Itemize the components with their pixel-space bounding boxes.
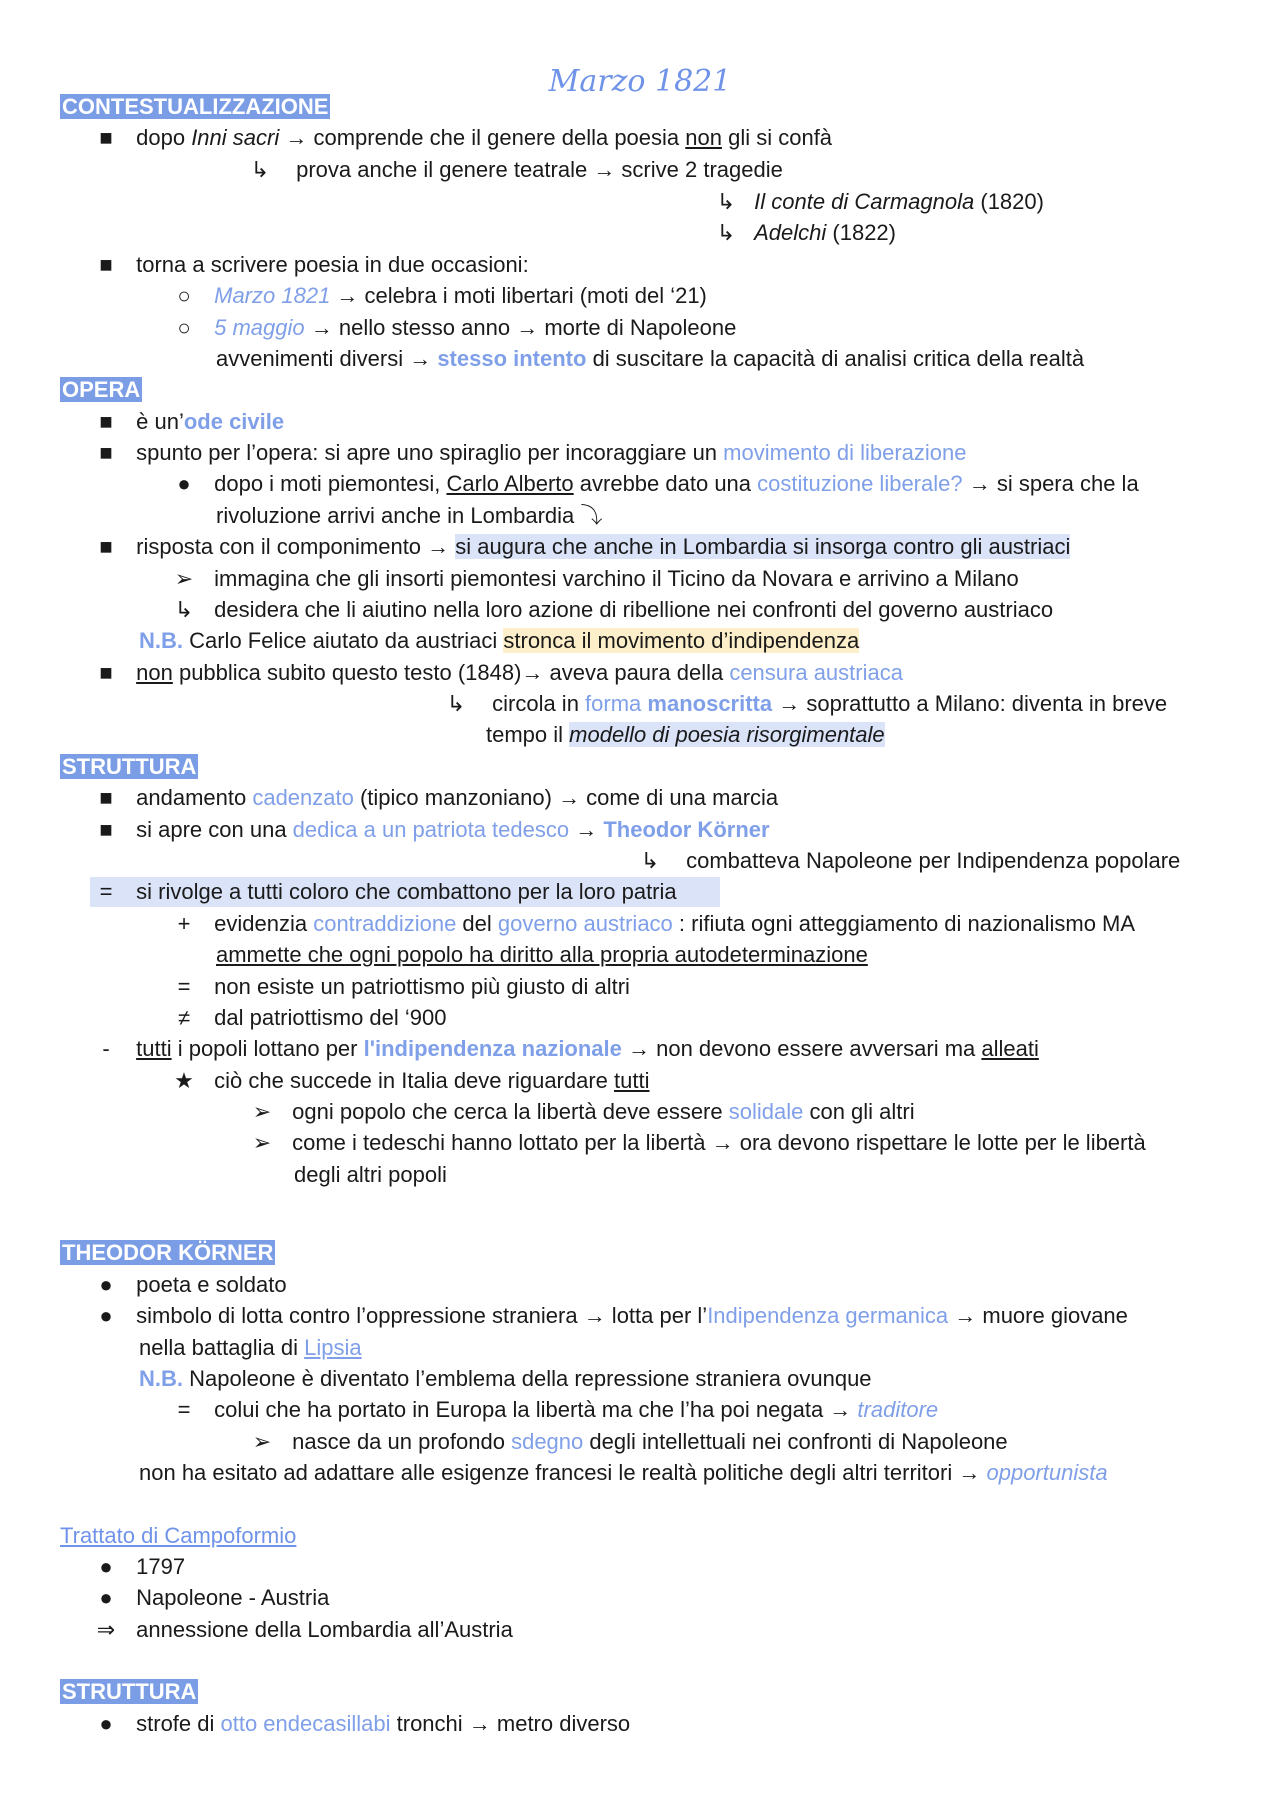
list-item: ➢ come i tedeschi hanno lottato per la libertà → ora devono rispettare le lotte per le libertà [246,1128,1146,1158]
section-header-contestualizzazione: CONTESTUALIZZAZIONE [62,94,329,119]
list-item: ↳ desidera che li aiutino nella loro azione di ribellione nei confronti del governo austriaco [168,595,1053,625]
bullet-circle-icon: ○ [177,283,191,308]
list-item: ● strofe di otto endecasillabi tronchi → metro diverso [90,1709,630,1739]
arrowhead-bullet-icon: ➢ [252,1130,272,1155]
section-header-struttura-2: STRUTTURA [62,1679,197,1704]
list-item: ● poeta e soldato [90,1270,287,1300]
bullet-square-icon: ■ [99,785,113,810]
lipsia-link[interactable]: Lipsia [304,1335,362,1360]
list-item: ★ ciò che succede in Italia deve riguardare tutti [168,1066,650,1096]
list-item: ↳ Adelchi (1822) [710,218,896,248]
list-item: non ha esitato ad adattare alle esigenze francesi le realtà politiche degli altri territori → opportunista [139,1460,1108,1485]
section-header-trattato-campoformio[interactable]: Trattato di Campoformio [60,1523,297,1548]
list-item: ↳ prova anche il genere teatrale → scrive 2 tragedie [244,155,783,185]
list-item: = non esiste un patriottismo più giusto di altri [168,972,630,1002]
list-item: + evidenzia contraddizione del governo austriaco : rifiuta ogni atteggiamento di nazionalismo MA [168,909,1135,939]
nota-bene: N.B. Napoleone è diventato l’emblema della repressione straniera ovunque [139,1366,872,1391]
list-item: ● simbolo di lotta contro l’oppressione straniera → lotta per l’Indipendenza germanica → muore giovane [90,1301,1128,1331]
list-item: ○ 5 maggio → nello stesso anno → morte di Napoleone [168,313,736,343]
bullet-square-icon: ■ [99,440,113,465]
bullet-square-icon: ■ [99,125,113,150]
bullet-square-icon: ■ [99,252,113,277]
not-equal-icon: ≠ [177,1005,191,1030]
sub-arrow-icon: ↳ [640,848,660,873]
list-item: ■ non pubblica subito questo testo (1848)→ aveva paura della censura austriaca [90,658,903,688]
list-item: nella battaglia di Lipsia [139,1335,362,1360]
list-item: ■ torna a scrivere poesia in due occasioni: [90,250,529,280]
list-item: ■ andamento cadenzato (tipico manzoniano) → come di una marcia [90,783,778,813]
dash-icon: - [102,1036,110,1061]
bullet-dot-icon: ● [99,1272,113,1297]
sub-arrow-icon: ↳ [174,597,194,622]
list-item: ■ è un’ode civile [90,407,284,437]
bullet-dot-icon: ● [99,1585,113,1610]
equals-icon: = [99,879,113,904]
list-item: ● Napoleone - Austria [90,1583,329,1613]
list-item: ■ spunto per l’opera: si apre uno spiraglio per incoraggiare un movimento di liberazione [90,438,967,468]
arrowhead-bullet-icon: ➢ [252,1099,272,1124]
bullet-square-icon: ■ [99,817,113,842]
sub-arrow-icon: ↳ [716,189,736,214]
list-item: degli altri popoli [294,1162,447,1187]
list-item: ≠ dal patriottismo del ‘900 [168,1003,446,1033]
list-item: ■ si apre con una dedica a un patriota tedesco → Theodor Körner [90,815,770,845]
bullet-square-icon: ■ [99,660,113,685]
page-title: Marzo 1821 [548,64,732,99]
list-item: ○ Marzo 1821 → celebra i moti libertari (moti del ‘21) [168,281,707,311]
arrowhead-bullet-icon: ➢ [252,1429,272,1454]
bullet-dot-icon: ● [99,1303,113,1328]
list-item: - tutti i popoli lottano per l'indipendenza nazionale → non devono essere avversari ma alleati [90,1034,1039,1064]
plus-icon: + [177,911,191,936]
arrowhead-bullet-icon: ➢ [174,566,194,591]
bullet-square-icon: ■ [99,409,113,434]
list-item: ↳ combatteva Napoleone per Indipendenza popolare [634,846,1180,876]
section-header-opera: OPERA [62,377,141,402]
equals-icon: = [177,974,191,999]
list-item: ➢ nasce da un profondo sdegno degli intellettuali nei confronti di Napoleone [246,1427,1008,1457]
list-item-highlighted: = si rivolge a tutti coloro che combattono per la loro patria [90,877,720,907]
implies-arrow-icon: ⇒ [96,1617,116,1642]
star-icon: ★ [174,1068,194,1093]
list-item: tempo il modello di poesia risorgimentale [486,722,885,747]
list-item: = colui che ha portato in Europa la libertà ma che l’ha poi negata → traditore [168,1395,938,1425]
list-item: ■ risposta con il componimento → si augura che anche in Lombardia si insorga contro gli austriaci [90,532,1070,562]
bullet-dot-icon: ● [99,1554,113,1579]
bullet-square-icon: ■ [99,534,113,559]
list-item: ↳ Il conte di Carmagnola (1820) [710,187,1044,217]
list-item: ■ dopo Inni sacri → comprende che il genere della poesia non gli si confà [90,123,832,153]
section-header-struttura: STRUTTURA [62,754,197,779]
list-item: ➢ immagina che gli insorti piemontesi varchino il Ticino da Novara e arrivino a Milano [168,564,1019,594]
sub-arrow-icon: ↳ [446,691,466,716]
sub-arrow-icon: ↳ [716,220,736,245]
list-item: ➢ ogni popolo che cerca la libertà deve essere solidale con gli altri [246,1097,915,1127]
sub-arrow-icon: ↳ [250,157,270,182]
list-item: ammette che ogni popolo ha diritto alla propria autodeterminazione [216,942,868,967]
list-item: ↳ circola in forma manoscritta → soprattutto a Milano: diventa in breve [440,689,1167,719]
list-item: ⇒ annessione della Lombardia all’Austria [90,1615,513,1645]
bullet-dot-icon: ● [99,1711,113,1736]
list-item: ● dopo i moti piemontesi, Carlo Alberto avrebbe dato una costituzione liberale? → si spera che la [168,469,1139,499]
list-item: rivoluzione arrivi anche in Lombardia ⤵ [216,503,603,528]
list-item: avvenimenti diversi → stesso intento di suscitare la capacità di analisi critica della realtà [216,346,1085,371]
section-header-theodor-korner: THEODOR KÖRNER [62,1240,274,1265]
nota-bene: N.B. Carlo Felice aiutato da austriaci stronca il movimento d’indipendenza [139,628,860,653]
equals-icon: = [177,1397,191,1422]
bullet-dot-icon: ● [177,471,191,496]
bullet-circle-icon: ○ [177,315,191,340]
list-item: ● 1797 [90,1552,185,1582]
